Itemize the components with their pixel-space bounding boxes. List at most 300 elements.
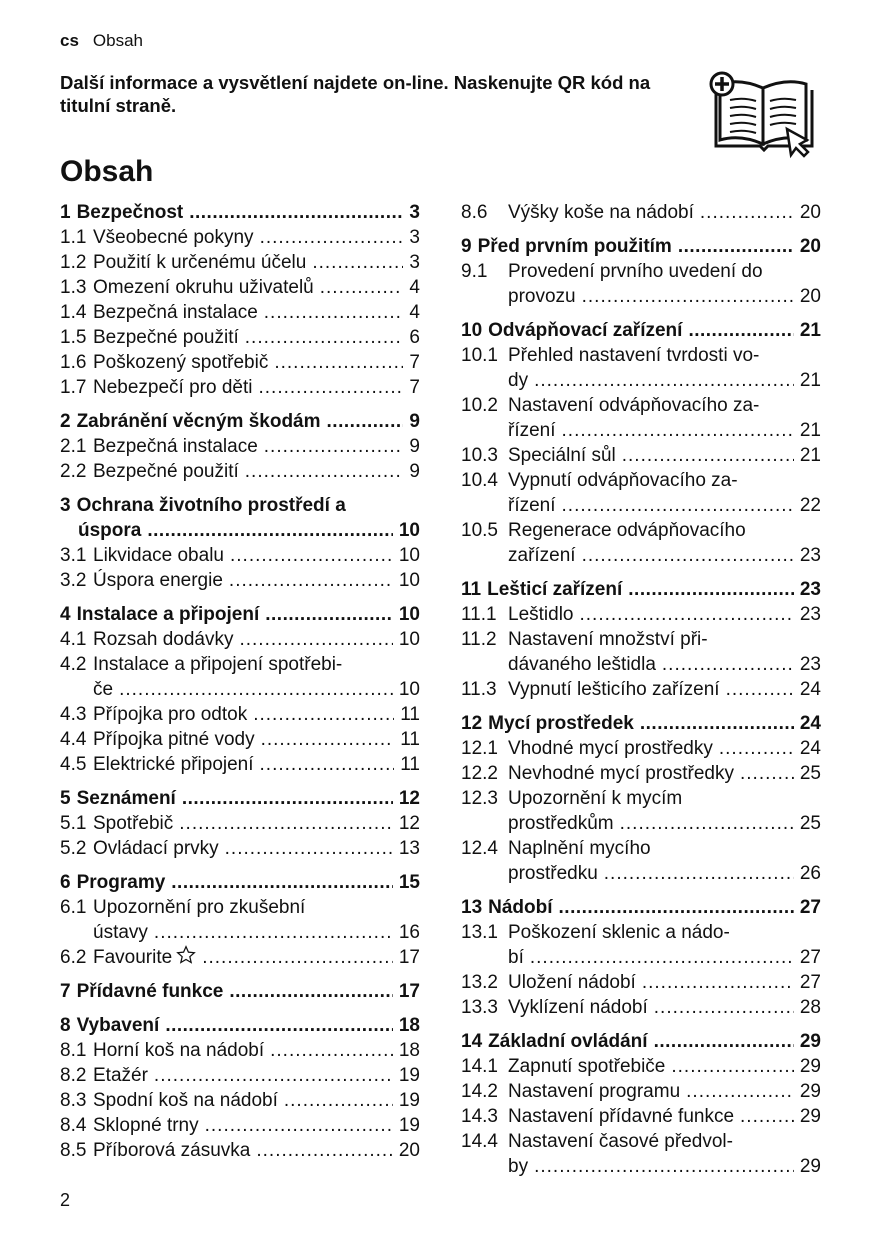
toc-number: 9 [461, 236, 472, 257]
toc-number: 2 [60, 411, 71, 432]
toc-title: Nastavení programu [508, 1081, 681, 1102]
toc-number: 11.2 [461, 629, 497, 650]
toc-page-number: 17 [398, 947, 420, 968]
toc-title: Poškozený spotřebič [93, 352, 269, 373]
toc-entry[interactable] [60, 275, 420, 300]
toc-page-number: 23 [799, 579, 821, 600]
dot-leader [264, 300, 404, 325]
toc-title: Speciální sůl [508, 445, 616, 466]
dot-leader [686, 1079, 794, 1104]
toc-number: 10.2 [461, 395, 498, 416]
toc-title: Lešticí zařízení [487, 579, 623, 600]
toc-page-number: 22 [799, 495, 821, 516]
toc-title: Spotřebič [93, 813, 174, 834]
toc-number: 11.3 [461, 679, 497, 700]
dot-leader [154, 920, 393, 945]
toc-page-number: 20 [398, 1140, 420, 1161]
toc-page-number: 26 [799, 863, 821, 884]
toc-title: Naplnění mycího [508, 838, 651, 859]
toc-entry[interactable] [461, 518, 821, 568]
dot-leader [678, 234, 794, 259]
toc-number: 8.4 [60, 1115, 87, 1136]
dot-leader [628, 577, 794, 602]
toc-title: Ochrana životního prostředí a [76, 495, 346, 516]
toc-number: 1.7 [60, 377, 87, 398]
toc-page-number: 23 [799, 604, 821, 625]
toc-title: Bezpečné použití [93, 461, 239, 482]
toc-page-number: 13 [398, 838, 420, 859]
toc-title: Všeobecné pokyny [93, 227, 254, 248]
toc-page-number: 23 [799, 545, 821, 566]
toc-title: Bezpečné použití [93, 327, 239, 348]
toc-chapter[interactable] [461, 1029, 821, 1054]
dot-leader [582, 543, 794, 568]
toc-number: 13 [461, 897, 483, 918]
toc-title-continued: řízení [508, 495, 556, 516]
toc-entry[interactable] [60, 459, 420, 484]
dot-leader [604, 861, 794, 886]
toc-number: 12 [461, 713, 483, 734]
toc-title-continued: úspora [78, 520, 142, 541]
dot-leader [253, 702, 394, 727]
toc-title: Etažér [93, 1065, 148, 1086]
dot-leader [534, 1154, 794, 1179]
toc-chapter[interactable] [60, 870, 420, 895]
dot-leader [640, 711, 794, 736]
toc-entry[interactable] [461, 736, 821, 761]
toc-title-continued: dy [508, 370, 529, 391]
toc-title: Nevhodné mycí prostředky [508, 763, 734, 784]
toc-title: Regenerace odvápňovacího [508, 520, 746, 541]
toc-entry[interactable] [461, 468, 821, 518]
toc-page-number: 19 [398, 1115, 420, 1136]
toc-entry[interactable] [60, 325, 420, 350]
star-icon [176, 945, 196, 965]
toc-title: Vypnutí odvápňovacího za- [508, 470, 738, 491]
toc-chapter[interactable] [60, 493, 420, 543]
toc-number: 4.1 [60, 629, 87, 650]
toc-entry[interactable] [60, 434, 420, 459]
toc-entry[interactable] [60, 895, 420, 945]
toc-page-number: 3 [409, 252, 420, 273]
toc-page-number: 20 [799, 236, 821, 257]
toc-number: 11 [461, 579, 482, 600]
toc-page-number: 7 [409, 352, 420, 373]
toc-number: 3 [60, 495, 71, 516]
toc-right-column [461, 200, 821, 1179]
toc-page-number: 12 [398, 813, 420, 834]
toc-title-continued: prostředkům [508, 813, 614, 834]
toc-number: 8.5 [60, 1140, 87, 1161]
toc-page-number: 4 [409, 302, 420, 323]
dot-leader [230, 543, 393, 568]
toc-title: Nastavení časové předvol- [508, 1131, 733, 1152]
toc-page-number: 25 [799, 763, 821, 784]
toc-entry[interactable] [461, 761, 821, 786]
toc-title: Úspora energie [93, 570, 223, 591]
toc-page-number: 19 [398, 1065, 420, 1086]
toc-page-number: 21 [799, 420, 821, 441]
toc-number: 12.2 [461, 763, 498, 784]
dot-leader [147, 518, 393, 543]
toc-entry[interactable] [60, 1138, 420, 1163]
dot-leader [260, 752, 395, 777]
toc-page-number: 18 [398, 1015, 420, 1036]
toc-entry[interactable] [60, 1088, 420, 1113]
toc-page-number: 21 [799, 370, 821, 391]
toc-chapter[interactable] [60, 200, 420, 225]
toc-entry[interactable] [60, 1113, 420, 1138]
toc-title: Nastavení přídavné funkce [508, 1106, 735, 1127]
toc-page-number: 10 [398, 679, 420, 700]
toc-number: 14.3 [461, 1106, 498, 1127]
toc-page-number: 24 [799, 679, 821, 700]
toc-entry[interactable] [461, 920, 821, 970]
toc-number: 12.3 [461, 788, 498, 809]
toc-chapter[interactable] [60, 602, 420, 627]
toc-entry[interactable] [60, 752, 420, 777]
toc-page-number: 11 [400, 754, 420, 775]
toc-entry[interactable] [461, 200, 821, 225]
toc-title: Sklopné trny [93, 1115, 199, 1136]
dot-leader [671, 1054, 793, 1079]
toc-chapter[interactable] [60, 1013, 420, 1038]
toc-page-number: 29 [799, 1056, 821, 1077]
toc-chapter[interactable] [461, 318, 821, 343]
toc-number: 13.1 [461, 922, 498, 943]
toc-chapter[interactable] [461, 577, 821, 602]
toc-title: Ovládací prvky [93, 838, 219, 859]
toc-page-number: 29 [799, 1156, 821, 1177]
toc-page-number: 20 [799, 286, 821, 307]
toc-page-number: 11 [400, 729, 420, 750]
toc-entry[interactable] [60, 300, 420, 325]
toc-number: 14.1 [461, 1056, 498, 1077]
toc-title: Přídavné funkce [76, 981, 224, 1002]
dot-leader [154, 1063, 393, 1088]
intro-text: Další informace a vysvětlení najdete on-line. Naskenujte QR kód na titulní straně. [60, 72, 651, 116]
toc-page-number: 16 [398, 922, 420, 943]
dot-leader [580, 602, 794, 627]
toc-number: 10.1 [461, 345, 498, 366]
toc-number: 12.4 [461, 838, 498, 859]
toc-title: Provedení prvního uvedení do [508, 261, 763, 282]
toc-page-number: 9 [409, 436, 420, 457]
toc-entry[interactable] [461, 343, 821, 393]
dot-leader [264, 434, 404, 459]
toc-entry[interactable] [461, 1104, 821, 1129]
toc-number: 8.1 [60, 1040, 87, 1061]
toc-number: 13.2 [461, 972, 498, 993]
dot-leader [189, 200, 403, 225]
toc-chapter[interactable] [461, 234, 821, 259]
dot-leader [534, 368, 794, 393]
toc-entry[interactable] [461, 1079, 821, 1104]
dot-leader [320, 275, 404, 300]
dot-leader [284, 1088, 393, 1113]
dot-leader [740, 1104, 794, 1129]
toc-page-number: 29 [799, 1106, 821, 1127]
toc-entry[interactable] [60, 1063, 420, 1088]
toc-page-number: 20 [799, 202, 821, 223]
toc-title: Likvidace obalu [93, 545, 224, 566]
dot-leader [171, 870, 393, 895]
toc-page-number: 10 [398, 604, 420, 625]
dot-leader [245, 325, 404, 350]
toc-entry[interactable] [461, 259, 821, 309]
toc-page-number: 11 [400, 704, 420, 725]
toc-title: Nastavení množství při- [508, 629, 708, 650]
dot-leader [654, 1029, 794, 1054]
toc-page-number: 21 [799, 445, 821, 466]
dot-leader [261, 727, 395, 752]
toc-title-continued: ústavy [93, 922, 148, 943]
toc-title: Favourite [93, 947, 173, 968]
dot-leader [688, 318, 793, 343]
toc-number: 4.3 [60, 704, 87, 725]
toc-page-number: 24 [799, 713, 821, 734]
dot-leader [239, 627, 392, 652]
toc-title: Programy [76, 872, 166, 893]
toc-title: Poškození sklenic a nádo- [508, 922, 730, 943]
toc-entry[interactable] [60, 627, 420, 652]
toc-entry[interactable] [461, 786, 821, 836]
dot-leader [265, 602, 393, 627]
toc-page-number: 10 [398, 629, 420, 650]
dot-leader [179, 811, 393, 836]
toc-chapter[interactable] [60, 409, 420, 434]
toc-page-number: 12 [398, 788, 420, 809]
toc-title: Vypnutí lešticího zařízení [508, 679, 720, 700]
toc-title: Upozornění pro zkušební [93, 897, 306, 918]
toc-entry[interactable] [60, 836, 420, 861]
dot-leader [229, 979, 393, 1004]
toc-number: 1.1 [60, 227, 87, 248]
toc-left-column [60, 200, 420, 1163]
toc-entry[interactable] [461, 602, 821, 627]
toc-page-number: 28 [799, 997, 821, 1018]
dot-leader [260, 225, 404, 250]
toc-number: 7 [60, 981, 71, 1002]
toc-page-number: 27 [799, 897, 821, 918]
toc-page-number: 3 [409, 227, 420, 248]
toc-number: 2.2 [60, 461, 87, 482]
toc-number: 3.2 [60, 570, 87, 591]
toc-number: 13.3 [461, 997, 498, 1018]
toc-title-continued: zařízení [508, 545, 576, 566]
dot-leader [270, 1038, 393, 1063]
toc-page-number: 10 [398, 520, 420, 541]
toc-chapter[interactable] [60, 979, 420, 1004]
book-with-plus-and-cursor-icon [708, 68, 816, 160]
toc-page-number: 10 [398, 570, 420, 591]
dot-leader [700, 200, 794, 225]
toc-entry[interactable] [60, 702, 420, 727]
toc-page-number: 9 [409, 411, 420, 432]
toc-page-number: 6 [409, 327, 420, 348]
dot-leader [582, 284, 794, 309]
dot-leader [182, 786, 393, 811]
toc-page-number: 23 [799, 654, 821, 675]
dot-leader [662, 652, 794, 677]
toc-title: Zapnutí spotřebiče [508, 1056, 666, 1077]
toc-page-number: 9 [409, 461, 420, 482]
toc-number: 2.1 [60, 436, 87, 457]
toc-entry[interactable] [461, 995, 821, 1020]
toc-title: Před prvním použitím [477, 236, 672, 257]
toc-entry[interactable] [461, 970, 821, 995]
toc-page-number: 18 [398, 1040, 420, 1061]
toc-title: Přehled nastavení tvrdosti vo- [508, 345, 760, 366]
toc-entry[interactable] [60, 945, 420, 970]
toc-entry[interactable] [60, 652, 420, 702]
toc-title-continued: by [508, 1156, 529, 1177]
header-section: Obsah [92, 31, 144, 50]
dot-leader [530, 945, 794, 970]
page-title: Obsah [60, 155, 154, 188]
toc-entry[interactable] [60, 543, 420, 568]
toc-number: 10 [461, 320, 483, 341]
dot-leader [562, 493, 794, 518]
toc-title-continued: bí [508, 947, 524, 968]
toc-number: 10.4 [461, 470, 498, 491]
toc-title: Přípojka pitné vody [93, 729, 255, 750]
toc-title: Bezpečná instalace [93, 436, 258, 457]
dot-leader [559, 895, 794, 920]
toc-entry[interactable] [60, 1038, 420, 1063]
dot-leader [620, 811, 794, 836]
dot-leader [719, 736, 794, 761]
toc-title: Nebezpečí pro děti [93, 377, 253, 398]
toc-page-number: 27 [799, 972, 821, 993]
toc-number: 3.1 [60, 545, 87, 566]
toc-number: 14.2 [461, 1081, 498, 1102]
toc-page-number: 29 [799, 1081, 821, 1102]
dot-leader [642, 970, 794, 995]
toc-entry[interactable] [60, 568, 420, 593]
toc-entry[interactable] [461, 1129, 821, 1179]
toc-entry[interactable] [461, 393, 821, 443]
toc-entry[interactable] [60, 811, 420, 836]
toc-entry[interactable] [461, 443, 821, 468]
toc-title: Přípojka pro odtok [93, 704, 248, 725]
toc-number: 14 [461, 1031, 483, 1052]
dot-leader [562, 418, 794, 443]
dot-leader [312, 250, 403, 275]
toc-title: Bezpečná instalace [93, 302, 258, 323]
toc-number: 8 [60, 1015, 71, 1036]
toc-title: Mycí prostředek [488, 713, 634, 734]
toc-number: 1.6 [60, 352, 87, 373]
language-code: cs [60, 31, 79, 50]
toc-page-number: 29 [799, 1031, 821, 1052]
toc-title: Příborová zásuvka [93, 1140, 251, 1161]
toc-entry[interactable] [60, 225, 420, 250]
toc-title: Bezpečnost [76, 202, 184, 223]
toc-number: 6.1 [60, 897, 87, 918]
toc-number: 4.2 [60, 654, 87, 675]
toc-number: 10.3 [461, 445, 498, 466]
toc-number: 8.3 [60, 1090, 87, 1111]
toc-chapter[interactable] [60, 786, 420, 811]
toc-title: Použití k určenému účelu [93, 252, 307, 273]
dot-leader [259, 375, 404, 400]
dot-leader [165, 1013, 393, 1038]
toc-number: 1.2 [60, 252, 87, 273]
toc-title: Vybavení [76, 1015, 160, 1036]
toc-title: Upozornění k mycím [508, 788, 683, 809]
toc-title-continued: dávaného leštidla [508, 654, 656, 675]
toc-page-number: 25 [799, 813, 821, 834]
toc-number: 10.5 [461, 520, 498, 541]
toc-entry[interactable] [60, 375, 420, 400]
toc-title: Odvápňovací zařízení [488, 320, 683, 341]
toc-number: 12.1 [461, 738, 498, 759]
toc-title: Seznámení [76, 788, 176, 809]
toc-entry[interactable] [461, 1054, 821, 1079]
toc-entry[interactable] [60, 727, 420, 752]
page-number: 2 [60, 1190, 71, 1210]
toc-number: 8.2 [60, 1065, 87, 1086]
toc-title: Uložení nádobí [508, 972, 636, 993]
toc-number: 6.2 [60, 947, 87, 968]
toc-title: Výšky koše na nádobí [508, 202, 694, 223]
dot-leader [205, 1113, 393, 1138]
toc-title: Vyklízení nádobí [508, 997, 648, 1018]
toc-page-number: 17 [398, 981, 420, 1002]
toc-title-continued: prostředku [508, 863, 598, 884]
toc-title: Omezení okruhu uživatelů [93, 277, 314, 298]
dot-leader [726, 677, 794, 702]
toc-page-number: 3 [409, 202, 420, 223]
toc-title-continued: če [93, 679, 114, 700]
toc-entry[interactable] [60, 350, 420, 375]
toc-page-number: 15 [398, 872, 420, 893]
toc-title-continued: řízení [508, 420, 556, 441]
toc-number: 5 [60, 788, 71, 809]
toc-entry[interactable] [60, 250, 420, 275]
toc-entry[interactable] [461, 677, 821, 702]
toc-number: 1.3 [60, 277, 87, 298]
toc-entry[interactable] [461, 836, 821, 886]
toc-entry[interactable] [461, 627, 821, 677]
toc-title: Základní ovládání [488, 1031, 648, 1052]
toc-page-number: 27 [799, 947, 821, 968]
toc-title: Elektrické připojení [93, 754, 254, 775]
toc-number: 4.4 [60, 729, 87, 750]
toc-title: Instalace a připojení spotřebi- [93, 654, 343, 675]
toc-number: 14.4 [461, 1131, 498, 1152]
dot-leader [274, 350, 403, 375]
toc-page-number: 10 [398, 545, 420, 566]
toc-title: Leštidlo [508, 604, 574, 625]
dot-leader [622, 443, 794, 468]
toc-number: 8.6 [461, 202, 488, 223]
toc-number: 1.5 [60, 327, 87, 348]
dot-leader [225, 836, 393, 861]
toc-chapter[interactable] [461, 711, 821, 736]
toc-number: 11.1 [461, 604, 497, 625]
toc-page-number: 21 [799, 320, 821, 341]
toc-chapter[interactable] [461, 895, 821, 920]
toc-number: 4.5 [60, 754, 87, 775]
dot-leader [202, 945, 393, 970]
toc-title: Nádobí [488, 897, 553, 918]
toc-page-number: 19 [398, 1090, 420, 1111]
dot-leader [327, 409, 404, 434]
toc-title: Zabránění věcným škodám [76, 411, 321, 432]
toc-page-number: 24 [799, 738, 821, 759]
